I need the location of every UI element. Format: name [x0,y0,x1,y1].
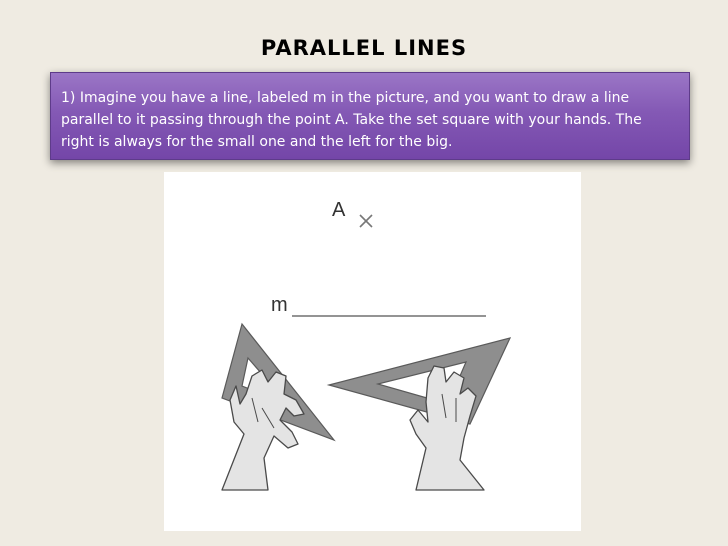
instruction-text: 1) Imagine you have a line, labeled m in the picture, and you want to draw a line parallel to it passing through the point A. Take the set square with your hands. The right is always for the small one and the left for the big. [61,90,642,150]
line-m-label: m [271,294,288,316]
point-a-cross-icon [360,215,372,227]
point-a-label: A [332,199,346,221]
figure-panel [164,172,581,531]
slide-title: PARALLEL LINES [260,36,468,60]
instruction-box [50,72,690,160]
set-square-illustration [164,172,581,531]
